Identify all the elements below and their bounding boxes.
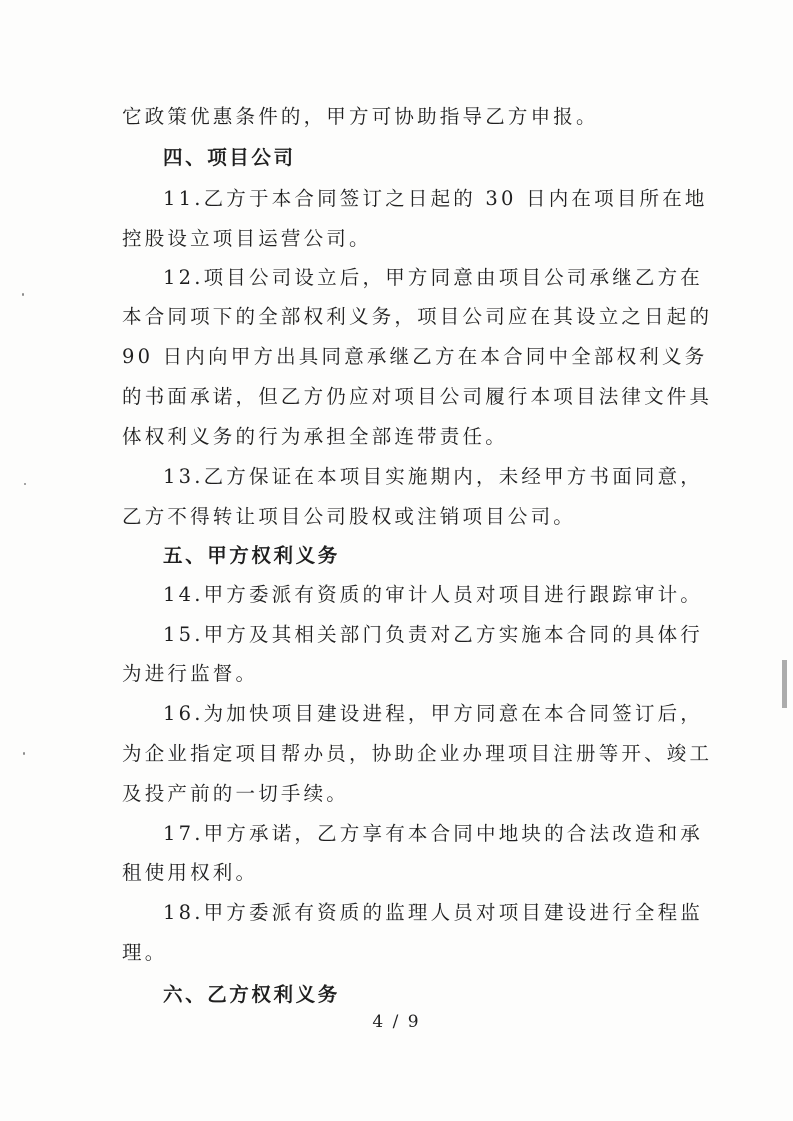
paragraph-line: 体权利义务的行为承担全部连带责任。 [122, 425, 508, 448]
paragraph-line: 理。 [122, 941, 168, 964]
page-number: 4 / 9 [372, 1012, 421, 1032]
paragraph-line: 14.甲方委派有资质的审计人员对项目进行跟踪审计。 [163, 583, 704, 606]
section-heading-project-company: 四、项目公司 [163, 146, 296, 169]
scan-speck [22, 293, 24, 296]
scan-speck [24, 483, 26, 485]
paragraph-line: 控股设立项目运营公司。 [122, 227, 372, 250]
paragraph-line: 的书面承诺，但乙方仍应对项目公司履行本项目法律文件具 [122, 385, 713, 408]
paragraph-line: 13.乙方保证在本项目实施期内，未经甲方书面同意， [163, 465, 704, 488]
paragraph-line: 乙方不得转让项目公司股权或注销项目公司。 [122, 505, 577, 528]
paragraph-line: 15.甲方及其相关部门负责对乙方实施本合同的具体行 [163, 623, 704, 646]
paragraph-line: 它政策优惠条件的，甲方可协助指导乙方申报。 [122, 105, 599, 128]
paragraph-line: 租使用权利。 [122, 861, 259, 884]
section-heading-party-b-rights: 六、乙方权利义务 [163, 983, 340, 1006]
paragraph-line: 本合同项下的全部权利义务，项目公司应在其设立之日起的 [122, 305, 713, 328]
paragraph-line: 11.乙方于本合同签订之日起的 30 日内在项目所在地 [163, 187, 708, 210]
paragraph-line: 18.甲方委派有资质的监理人员对项目建设进行全程监 [163, 901, 704, 924]
paragraph-line: 为进行监督。 [122, 662, 259, 685]
scan-edge-mark [782, 660, 787, 708]
scan-speck [23, 752, 25, 755]
paragraph-line: 为企业指定项目帮办员，协助企业办理项目注册等开、竣工 [122, 742, 713, 765]
paragraph-line: 17.甲方承诺，乙方享有本合同中地块的合法改造和承 [163, 822, 704, 845]
section-heading-party-a-rights: 五、甲方权利义务 [163, 544, 340, 567]
paragraph-line: 16.为加快项目建设进程，甲方同意在本合同签订后， [163, 702, 704, 725]
paragraph-line: 12.项目公司设立后，甲方同意由项目公司承继乙方在 [163, 266, 704, 289]
paragraph-line: 及投产前的一切手续。 [122, 782, 350, 805]
paragraph-line: 90 日内向甲方出具同意承继乙方在本合同中全部权利义务 [122, 345, 708, 368]
